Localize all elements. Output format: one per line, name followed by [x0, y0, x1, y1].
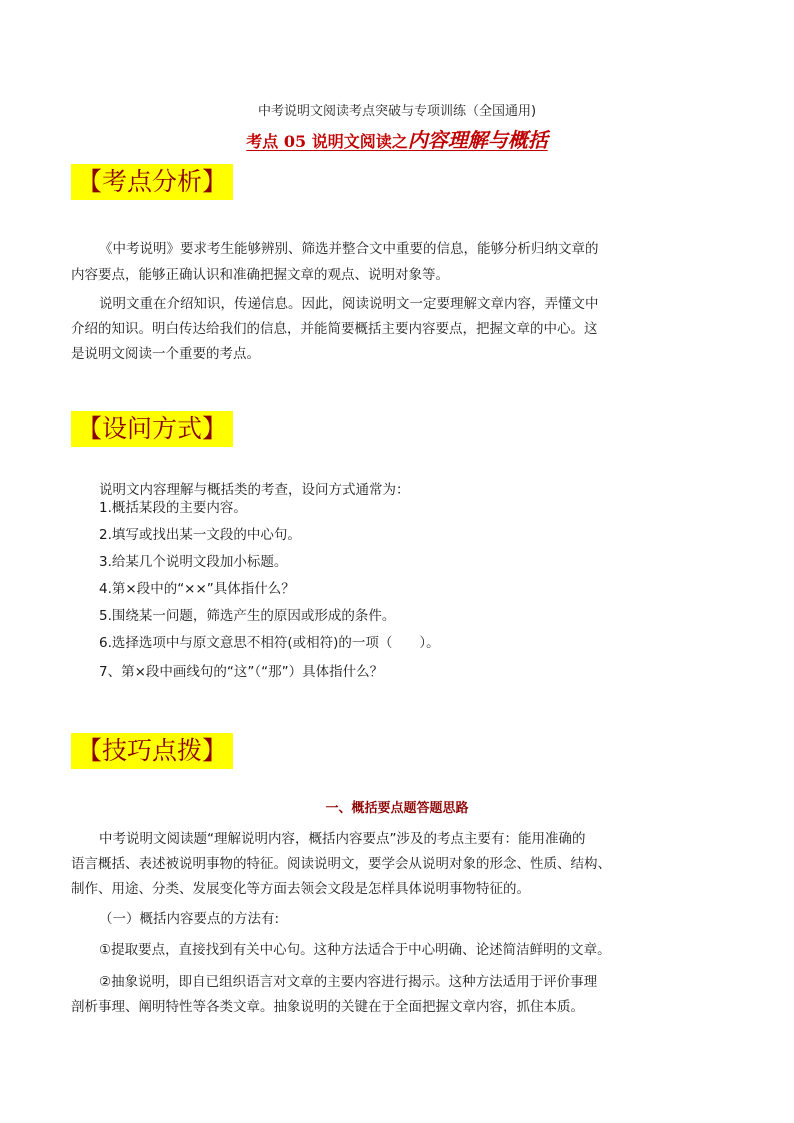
list-item: 3.给某几个说明文段加小标题。 [99, 554, 288, 570]
s1-p2-line3: 是说明文阅读一个重要的考点。 [71, 346, 260, 362]
banner-shewen-fangshi: 【设问方式】 [71, 411, 233, 447]
s3-method-2-line1: ②抽象说明，即自已组织语言对文章的主要内容进行揭示。这种方法适用于评价事理 [99, 974, 598, 990]
section-heading: 一、概括要点题答题思路 [325, 801, 469, 816]
title-prefix: 考点 05 说明文阅读之 [246, 132, 408, 151]
s3-method-2-line2: 剖析事理、阐明特性等各类文章。抽象说明的关键在于全面把握文章内容，抓住本质。 [71, 999, 584, 1015]
list-item: 4.第×段中的“××”具体指什么？ [99, 581, 295, 597]
s1-p2-line1: 说明文重在介绍知识，传递信息。因此，阅读说明文一定要理解文章内容，弄懂文中 [99, 296, 599, 312]
list-item: 6.选择选项中与原文意思不相符(或相符)的一项（ ）。 [99, 635, 440, 651]
title-highlight: 内容理解与概括 [407, 128, 548, 152]
s1-p1-line2: 内容要点，能够正确认识和准确把握文章的观点、说明对象等。 [71, 267, 449, 283]
s3-p1-line3: 制作、用途、分类、发展变化等方面去领会文段是怎样具体说明事物特征的。 [71, 881, 530, 897]
s3-subheading: （一）概括内容要点的方法有: [99, 911, 280, 927]
s1-p2-line2: 介绍的知识。明白传达给我们的信息，并能简要概括主要内容要点，把握文章的中心。这 [71, 321, 598, 337]
document-subtitle: 中考说明文阅读考点突破与专项训练（全国通用) [257, 104, 537, 119]
s2-intro: 说明文内容理解与概括类的考查，设问方式通常为： [99, 482, 410, 498]
list-item: 1.概括某段的主要内容。 [99, 500, 247, 516]
list-item: 2.填写或找出某一文段的中心句。 [99, 527, 301, 543]
s3-p1-line2: 语言概括、表述被说明事物的特征。阅读说明文，要学会从说明对象的形念、性质、结构、 [71, 856, 611, 872]
document-title [0, 124, 794, 153]
banner-jiqiao-dianbo: 【技巧点拨】 [71, 733, 233, 769]
banner-kaodian-fenxi: 【考点分析】 [71, 164, 233, 200]
list-item: 7、第×段中画线句的“这”（“那”）具体指什么？ [99, 664, 384, 680]
list-item: 5.围绕某一问题，筛选产生的原因或形成的条件。 [99, 608, 396, 624]
s3-p1-line1: 中考说明文阅读题“理解说明内容，概括内容要点”涉及的考点主要有：能用准确的 [99, 831, 586, 847]
s1-p1-line1: 《中考说明》要求考生能够辨别、筛选并整合文中重要的信息，能够分析归纳文章的 [99, 241, 599, 257]
s3-method-1: ①提取要点，直接找到有关中心句。这种方法适合于中心明确、论述简洁鲜明的文章。 [99, 942, 611, 958]
